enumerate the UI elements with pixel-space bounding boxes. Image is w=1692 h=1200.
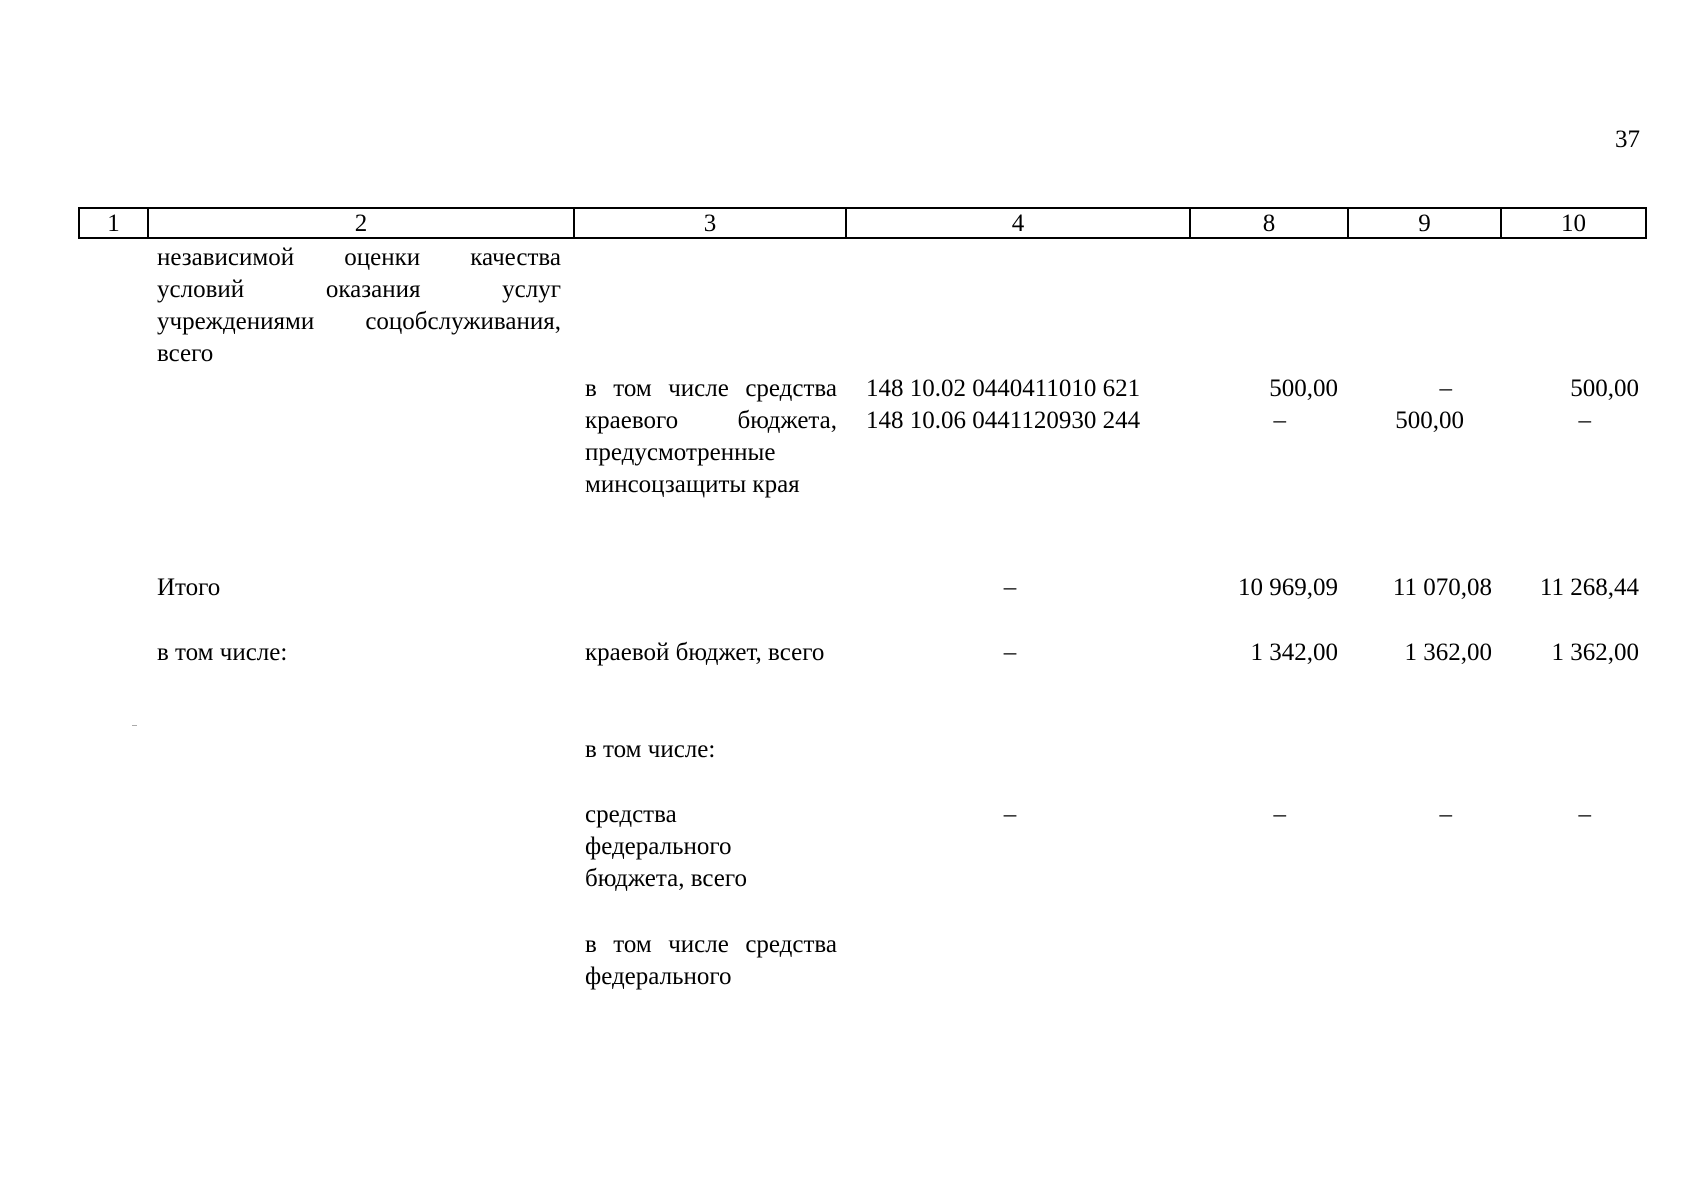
- header-col-1: 1: [107, 210, 120, 237]
- budget-code-2: 148 10.06 0441120930 244: [866, 407, 1141, 434]
- regional-col4: –: [1003, 639, 1017, 666]
- col8-dash: –: [1273, 407, 1286, 434]
- total-label: Итого: [157, 574, 221, 601]
- col9-value-1: [1345, 373, 1492, 405]
- total-col8: 10 969,09: [1238, 574, 1338, 601]
- header-col-10: 10: [1500, 209, 1645, 237]
- federal-col8-dash: –: [1273, 801, 1286, 828]
- regional-funds-label: в том числе средства краевого бюджета, предусмотренные минсоцзащиты края: [585, 375, 837, 498]
- col10-dash: –: [1578, 407, 1591, 434]
- regional-col8: 1 342,00: [1250, 639, 1338, 666]
- federal-col8: [1190, 799, 1338, 831]
- col9-value-2: [1345, 405, 1492, 437]
- federal-col9-dash: –: [1439, 801, 1452, 828]
- header-col-8: 8: [1189, 209, 1347, 237]
- federal-col4: –: [1003, 801, 1017, 828]
- col9-amount: 500,00: [1395, 407, 1464, 434]
- federal-col9: [1345, 799, 1492, 831]
- header-col-4: 4: [845, 209, 1189, 237]
- total-col4: –: [1003, 574, 1017, 601]
- col8-value-2: [1190, 405, 1338, 437]
- col8-value-1: 500,00: [1269, 375, 1338, 402]
- item-name-continuation: независимой оценки качества условий оказания услуг учреждениями соцобслуживания, всего: [157, 244, 561, 367]
- header-col-3: 3: [573, 209, 845, 237]
- col9-dash: –: [1439, 375, 1452, 402]
- federal-col10-dash: –: [1578, 801, 1591, 828]
- header-col-9: 9: [1347, 209, 1500, 237]
- scan-mark: [132, 725, 137, 726]
- col10-value-1: 500,00: [1570, 375, 1639, 402]
- including-sub-label: в том числе:: [585, 736, 716, 763]
- federal-including-label: в том числе средства федерального: [585, 931, 837, 990]
- table-header-row: [78, 207, 1647, 239]
- federal-budget-total-label: средства федерального бюджета, всего: [585, 801, 747, 892]
- federal-col10: [1499, 799, 1639, 831]
- including-label: в том числе:: [157, 639, 288, 666]
- page-number: 37: [1615, 126, 1640, 153]
- header-col-2: 2: [147, 209, 573, 237]
- budget-code-1: 148 10.02 0440411010 621: [866, 375, 1141, 402]
- regional-col9: 1 362,00: [1404, 639, 1492, 666]
- total-col10: 11 268,44: [1539, 574, 1639, 601]
- regional-budget-total-label: краевой бюджет, всего: [585, 639, 825, 666]
- col10-value-2: [1499, 405, 1639, 437]
- total-col9: 11 070,08: [1392, 574, 1492, 601]
- regional-col10: 1 362,00: [1551, 639, 1639, 666]
